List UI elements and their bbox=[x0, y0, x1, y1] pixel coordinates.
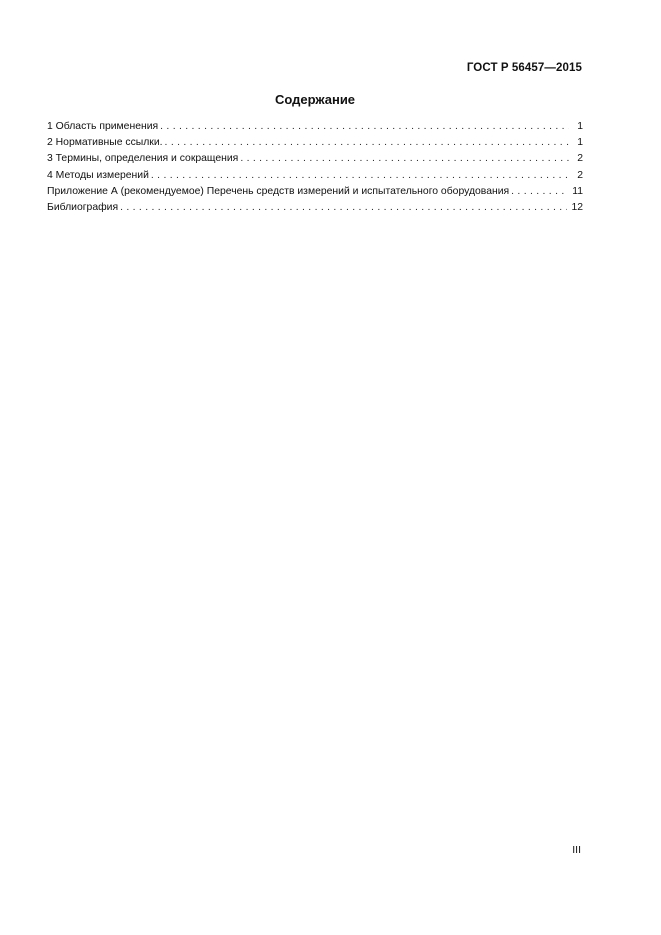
toc-dot-leader bbox=[165, 135, 569, 151]
toc-entry-scope[interactable] bbox=[47, 119, 583, 135]
toc-dot-leader bbox=[240, 151, 569, 167]
table-of-contents bbox=[47, 119, 583, 216]
toc-entry-methods[interactable] bbox=[47, 168, 583, 184]
toc-entry-page: 1 bbox=[577, 121, 583, 132]
toc-entry-label: 4 Методы измерений bbox=[47, 169, 149, 181]
toc-entry-label: Приложение А (рекомендуемое) Перечень средств измерений и испытательного оборудования bbox=[47, 185, 510, 197]
toc-dot-leader bbox=[151, 168, 569, 184]
toc-title: Содержание bbox=[274, 92, 356, 107]
toc-entry-page: 11 bbox=[572, 185, 583, 197]
toc-entry-appendix-a[interactable] bbox=[47, 184, 583, 200]
toc-entry-label: 1 Область применения bbox=[47, 121, 159, 132]
toc-entry-normative-references[interactable] bbox=[47, 135, 583, 151]
toc-dot-leader bbox=[120, 200, 567, 216]
toc-entry-label: 3 Термины, определения и сокращения bbox=[47, 153, 239, 165]
toc-entry-page: 2 bbox=[577, 169, 583, 181]
page-number: III bbox=[572, 844, 581, 856]
toc-entry-page: 2 bbox=[577, 153, 583, 165]
toc-entry-terms[interactable] bbox=[47, 151, 583, 167]
toc-dot-leader bbox=[160, 119, 569, 135]
toc-entry-label: 2 Нормативные ссылки. bbox=[47, 137, 163, 149]
toc-entry-page: 1 bbox=[577, 137, 583, 149]
document-code: ГОСТ Р 56457—2015 bbox=[466, 62, 582, 74]
toc-entry-page: 12 bbox=[571, 201, 583, 213]
toc-dot-leader bbox=[511, 184, 568, 200]
toc-entry-bibliography[interactable] bbox=[47, 200, 583, 216]
toc-entry-label: Библиография bbox=[47, 201, 119, 213]
